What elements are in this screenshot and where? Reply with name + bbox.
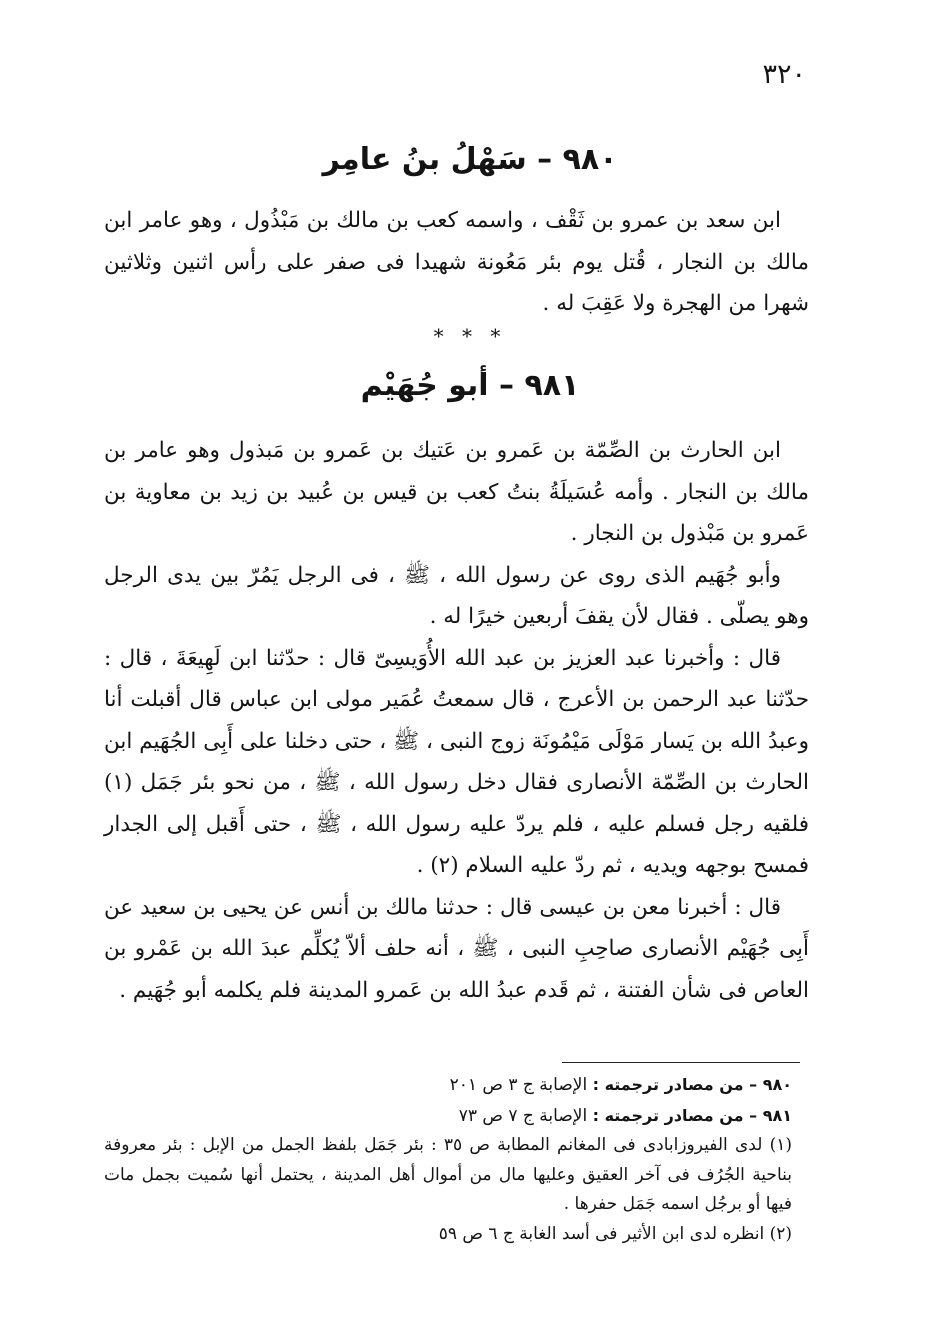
page-number: ٣٢٠ — [762, 59, 806, 90]
section-separator: * * * — [433, 324, 507, 348]
footnote-source-text: الإصابة ج ٣ ص ٢٠١ — [449, 1075, 593, 1095]
entry-981-paragraph: ابن الحارث بن الصِّمّة بن عَمرو بن عَتيك بن عَمرو بن مَبذول وهو عامر بن مالك بن النجار . وأمه عُسَيلَةُ بنتُ كعب بن قيس بن عُبيد بن زيد بن معاوية بن عَمرو بن مَبْذول بن النجار . — [104, 438, 809, 546]
entry-981-body — [104, 430, 809, 1011]
footnote-source-label: ٩٨١ – من مصادر ترجمته : — [592, 1105, 792, 1125]
entry-981-paragraph: قال : أخبرنا معن بن عيسى قال : حدثنا مالك بن أنس عن يحيى بن سعيد عن أَبِى جُهَيْم الأنصارى صاحِبِ النبى ، ﷺ ، أنه حلف ألاّ يُكلِّم عبدَ الله بن عَمْرو بن العاص فى شأن الفتنة ، ثم قَدم عبدُ الله بن عَمرو المدينة فلم يكلمه أبو جُهَيم . — [104, 894, 809, 1003]
footnotes — [104, 1070, 792, 1249]
entry-980-title: ٩٨٠ – سَهْلُ بنُ عامِر — [322, 142, 618, 177]
entry-981-title: ٩٨١ – أبو جُهَيْم — [360, 368, 580, 403]
footnote-source-label: ٩٨٠ – من مصادر ترجمته : — [592, 1075, 792, 1094]
footnote-divider — [562, 1062, 800, 1063]
footnote-source-text: الإصابة ج ٧ ص ٧٣ — [458, 1105, 593, 1126]
footnote-2: (٢) انظره لدى ابن الأثير فى أسد الغابة ج ٦ ص ٥٩ — [438, 1223, 792, 1244]
entry-981-paragraph: وأبو جُهَيم الذى روى عن رسول الله ، ﷺ ، فى الرجل يَمُرّ بين يدى الرجل وهو يصلّى . فقال لأن يقفَ أربعين خيرًا له . — [104, 562, 809, 629]
footnote-1: (١) لدى الفيروزابادى فى المغانم المطابة ص ٣٥ : بئر جَمَل بلفظ الجمل من الإبل : بئر معروفة بناحية الجُرُف فى آخر العقيق وعليها مال من أموال أهل المدينة ، يحتمل أنها سُميت بجمل مات فيها أو برجُل اسمه جَمَل حفرها . — [104, 1135, 792, 1214]
entry-981-paragraph: قال : وأخبرنا عبد العزيز بن عبد الله الأُوَيسِىّ قال : حدّثنا ابن لَهِيعَةَ ، قال : حدّثنا عبد الرحمن بن الأعرج ، قال سمعتُ عُمَير مولى ابن عباس قال أقبلت أنا وعبدُ الله بن يَسار مَوْلَى مَيْمُونَة زوج النبى ، ﷺ ، حتى دخلنا على أَبِى الجُهَيم ابن الحارث بن الصِّمّة الأنصارى فقال دخل رسول الله ، ﷺ ، من نحو بئر جَمَل (١) فلقيه رجل فسلم عليه ، فلم يردّ عليه رسول الله ، ﷺ ، حتى أَقبل إلى الجدار فمسح بوجهه ويديه ، ثم ردّ عليه السلام (٢) . — [104, 645, 809, 878]
entry-980-paragraph: ابن سعد بن عمرو بن ثَقْف ، واسمه كعب بن مالك بن مَبْذُول ، وهو عامر ابن مالك بن النجار ، قُتل يوم بئر مَعُونة شهيدا فى صفر على رأس اثنين وثلاثين شهرا من الهجرة ولا عَقِبَ له . — [104, 208, 809, 316]
footnote-source-980 — [104, 1070, 792, 1101]
entry-980-body — [104, 200, 809, 325]
footnote-source-981 — [104, 1101, 792, 1132]
